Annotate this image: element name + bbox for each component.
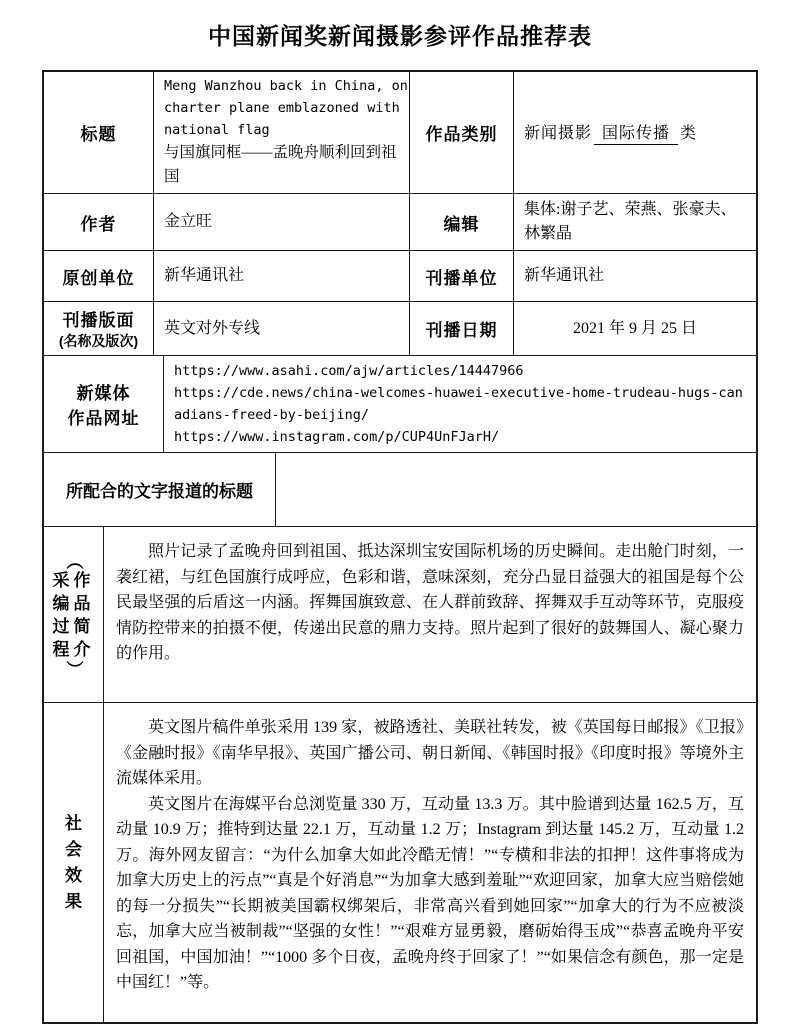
category-value [514, 72, 756, 193]
editing-process-label [44, 527, 104, 702]
row-origin [44, 251, 756, 302]
editing-process-text-cell [104, 527, 756, 702]
category-prefix: 新闻摄影 [524, 125, 593, 142]
title-en-line2: charter plane emblazoned with [164, 100, 400, 116]
social-effect-char2: 会 [65, 839, 82, 859]
row-related-report-title [44, 453, 756, 527]
category-underlined: 国际传播 [594, 120, 678, 145]
editing-process-label-pair3: 过简 [52, 616, 95, 636]
related-report-title-value [276, 453, 756, 526]
title-value [154, 72, 410, 193]
social-effect-para1: 英文图片稿件单张采用 139 家，被路透社、美联社转发，被《英国每日邮报》《卫报》《金融时报》《南华早报》、英国广播公司、朝日新闻、《韩国时报》《印度时报》等境外主流媒体采用。 [116, 719, 744, 787]
page-label-line2: (名称及版次) [58, 333, 139, 349]
row-title [44, 72, 756, 194]
editing-process-text: 照片记录了孟晚舟回到祖国、抵达深圳宝安国际机场的历史瞬间。走出舱门时刻，一袭红裙，与红色国旗行成呼应，色彩和谐，意味深刻，充分凸显日益强大的祖国是每个公民最坚强的后盾这一内涵。挥舞国旗致意、在人群前致辞、挥舞双手互动等环节，克服疫情防控带来的拍摄不便，传递出民意的鼎力支持。照片起到了很好的鼓舞国人、凝心聚力的作用。 [116, 543, 744, 662]
row-publication [44, 302, 756, 356]
media-url-3: https://www.instagram.com/p/CUP4UnFJarH/ [174, 429, 500, 445]
social-effect-para2: 英文图片在海媒平台总浏览量 330 万，互动量 13.3 万。其中脸谱到达量 162.5 万，互动量 10.9 万；推特到达量 22.1 万，互动量 1.2 万；Instagram 到达量 145.2 万，互动量 1.2 万。海外网友留言：“为什么加拿大如此冷酷无情！”“专横和非法的扣押！这件事将成为加拿大历史上的污点”“真是个好消息”“为加拿大感到羞耻”“欢迎回家，加拿大应当赔偿她的每一分损失”“长期被美国霸权绑架后，非常高兴看到她回家”“加拿大的行为不应被淡忘，加拿大应当被制裁”“坚强的女性！”“艰难方显勇毅，磨砺始得玉成”“恭喜孟晚舟平安回祖国，中国加油！”“1000 多个日夜，孟晚舟终于回家了！”“如果信念有颜色，那一定是中国红！”等。 [116, 795, 744, 991]
social-effect-label [44, 703, 104, 1022]
media-url-label-line1: 新媒体 [76, 384, 131, 403]
editing-process-paren-open: （ [64, 552, 84, 569]
category-suffix: 类 [680, 125, 698, 142]
title-label: 标题 [44, 72, 154, 193]
media-url-value [164, 356, 756, 452]
origin-org-label: 原创单位 [44, 251, 154, 301]
category-label: 作品类别 [410, 72, 514, 193]
media-url-label-line2: 作品网址 [67, 409, 140, 428]
related-report-title-label: 所配合的文字报道的标题 [44, 453, 276, 526]
page-label-line1: 刊播版面 [62, 311, 135, 330]
recommendation-form-table [42, 70, 758, 1024]
row-social-effect [44, 703, 756, 1022]
row-editing-process [44, 527, 756, 703]
social-effect-char4: 果 [65, 891, 82, 911]
editing-process-label-pair2: 编品 [52, 593, 95, 613]
author-label: 作者 [44, 194, 154, 250]
editing-process-label-pair4: 程介 [52, 639, 95, 659]
social-effect-char3: 效 [65, 865, 82, 885]
editor-value: 集体:谢子艺、荣燕、张豪夫、林繁晶 [524, 201, 737, 242]
page-title: 中国新闻奖新闻摄影参评作品推荐表 [208, 24, 592, 49]
row-media-urls [44, 356, 756, 453]
editor-label: 编辑 [410, 194, 514, 250]
editing-process-paren-close: ） [64, 660, 84, 677]
page-name-value: 英文对外专线 [154, 302, 410, 355]
title-zh: 与国旗同框——孟晚舟顺利回到祖国 [164, 144, 397, 185]
row-author [44, 194, 756, 251]
title-en-line1: Meng Wanzhou back in China, on [164, 78, 408, 94]
media-url-label [44, 356, 164, 452]
social-effect-text-cell [104, 703, 756, 1022]
editing-process-label-pair1: 采作 [52, 570, 95, 590]
media-url-2: https://cde.news/china-welcomes-huawei-executive-home-trudeau-hugs-canadians-freed-by-beijing/ [174, 385, 743, 423]
origin-org-value: 新华通讯社 [154, 251, 410, 301]
page-label [44, 302, 154, 355]
title-en-line3: national flag [164, 122, 270, 138]
social-effect-char1: 社 [65, 813, 82, 833]
publish-date-value: 2021 年 9 月 25 日 [572, 319, 697, 337]
publish-org-value: 新华通讯社 [524, 267, 605, 284]
media-url-1: https://www.asahi.com/ajw/articles/14447966 [174, 363, 524, 379]
author-value: 金立旺 [154, 194, 410, 250]
publish-org-label: 刊播单位 [410, 251, 514, 301]
publish-date-label: 刊播日期 [410, 302, 514, 355]
